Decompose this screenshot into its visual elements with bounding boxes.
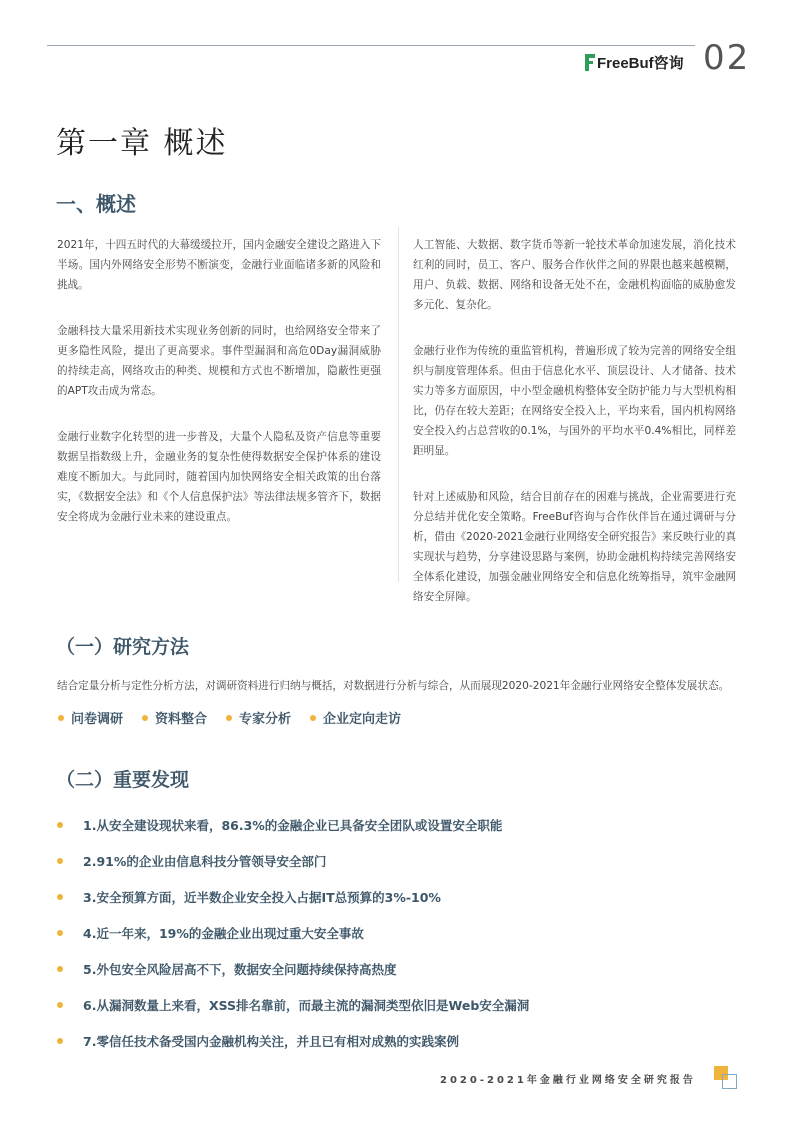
finding-item: 1.从安全建设现状来看，86.3%的金融企业已具备安全团队或设置安全职能 xyxy=(57,807,737,843)
finding-item: 3.安全预算方面，近半数企业安全投入占据IT总预算的3%-10% xyxy=(57,879,737,915)
method-item: 问卷调研 xyxy=(58,708,123,727)
paragraph: 人工智能、大数据、数字货币等新一轮技术革命加速发展，消化技术红利的同时，员工、客户、服务合作伙伴之间的界限也越来越模糊，用户、负载、数据、网络和设备无处不在，金融机构面临的威胁愈发多元化、复杂化。 xyxy=(413,239,736,311)
section-title: 一、概述 xyxy=(56,192,136,216)
methods-list xyxy=(58,708,420,727)
right-column xyxy=(413,235,736,633)
freebuf-logo-icon xyxy=(585,54,595,71)
paragraph: 针对上述威胁和风险，结合目前存在的困难与挑战，企业需要进行充分总结并优化安全策略。FreeBuf咨询与合作伙伴旨在通过调研与分析，借由《2020-2021金融行业网络安全研究报告》来反映行业的真实现状与趋势，分享建设思路与案例，协助金融机构持续完善网络安全体系化建设，加强金融业网络安全和信息化统筹指导，筑牢金融网络安全屏障。 xyxy=(413,491,736,603)
bullet-dot-icon xyxy=(226,715,232,721)
bullet-dot-icon xyxy=(310,715,316,721)
methods-title: （一）研究方法 xyxy=(56,636,190,658)
paragraph: 金融科技大量采用新技术实现业务创新的同时，也给网络安全带来了更多隐性风险，提出了更高要求。事件型漏洞和高危0Day漏洞威胁的持续走高，网络攻击的种类、规模和方式也不断增加，隐蔽性更强的APT攻击成为常态。 xyxy=(57,325,381,397)
paragraph: 金融行业作为传统的重监管机构，普遍形成了较为完善的网络安全组织与制度管理体系。但由于信息化水平、顶层设计、人才储备、技术实力等多方面原因，中小型金融机构整体安全防护能力与大型机构相比，仍存在较大差距；在网络安全投入上，平均来看，国内机构网络安全投入约占总营收的0.1%，与国外的平均水平0.4%相比，同样差距明显。 xyxy=(413,345,736,457)
brand-logo xyxy=(585,52,684,73)
finding-item: 4.近一年来，19%的金融企业出现过重大安全事故 xyxy=(57,915,737,951)
page-number: 02 xyxy=(703,38,751,78)
footer-title: 2020-2021年金融行业网络安全研究报告 xyxy=(440,1075,696,1086)
top-rule xyxy=(47,45,695,46)
bullet-dot-icon xyxy=(57,966,63,972)
bullet-dot-icon xyxy=(142,715,148,721)
method-item: 企业定向走访 xyxy=(310,708,401,727)
bullet-dot-icon xyxy=(57,930,63,936)
corner-outline-icon xyxy=(722,1074,737,1089)
bullet-dot-icon xyxy=(57,822,63,828)
brand-name: FreeBuf咨询 xyxy=(597,55,684,72)
methods-description: 结合定量分析与定性分析方法，对调研资料进行归纳与概括，对数据进行分析与综合，从而展现2020-2021年金融行业网络安全整体发展状态。 xyxy=(57,680,730,692)
finding-item: 5.外包安全风险居高不下，数据安全问题持续保持高热度 xyxy=(57,951,737,987)
findings-title: （二）重要发现 xyxy=(56,769,190,791)
finding-item: 2.91%的企业由信息科技分管领导安全部门 xyxy=(57,843,737,879)
bullet-dot-icon xyxy=(57,858,63,864)
left-column xyxy=(57,235,381,553)
bullet-dot-icon xyxy=(57,1038,63,1044)
method-item: 资料整合 xyxy=(142,708,207,727)
column-divider xyxy=(398,227,399,582)
paragraph: 2021年，十四五时代的大幕缓缓拉开，国内金融安全建设之路进入下半场。国内外网络安全形势不断演变，金融行业面临诸多新的风险和挑战。 xyxy=(57,239,381,291)
method-item: 专家分析 xyxy=(226,708,291,727)
bullet-dot-icon xyxy=(57,1002,63,1008)
finding-item: 7.零信任技术备受国内金融机构关注，并且已有相对成熟的实践案例 xyxy=(57,1023,737,1059)
chapter-title: 第一章 概述 xyxy=(56,126,228,161)
bullet-dot-icon xyxy=(57,894,63,900)
findings-list xyxy=(57,807,737,1059)
paragraph: 金融行业数字化转型的进一步普及，大量个人隐私及资产信息等重要数据呈指数级上升，金融业务的复杂性使得数据安全保护体系的建设难度不断加大。与此同时，随着国内加快网络安全相关政策的出台落实，《数据安全法》和《个人信息保护法》等法律法规多管齐下，数据安全将成为金融行业未来的建设重点。 xyxy=(57,431,381,523)
bullet-dot-icon xyxy=(58,715,64,721)
finding-item: 6.从漏洞数量上来看，XSS排名靠前，而最主流的漏洞类型依旧是Web安全漏洞 xyxy=(57,987,737,1023)
